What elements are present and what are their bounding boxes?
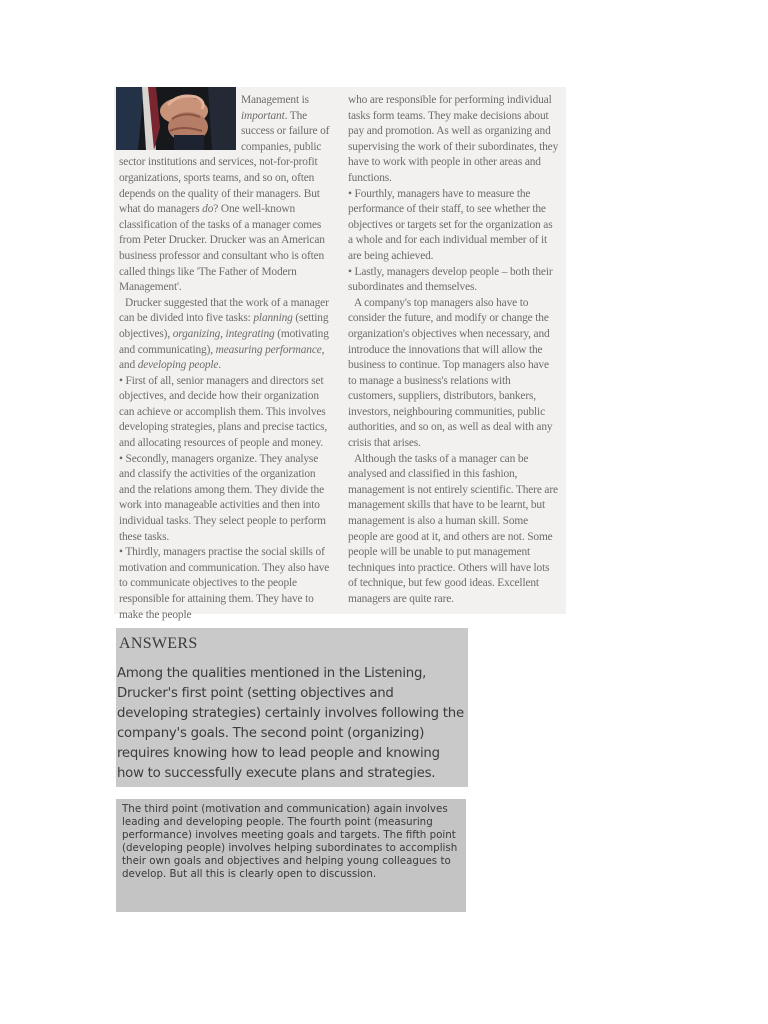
- article-text: (setting objectives),: [119, 312, 329, 340]
- article-paragraph: [119, 296, 333, 374]
- article-paragraph: [348, 93, 560, 187]
- article-paragraph: [119, 374, 333, 452]
- article-text: . The success or failure of companies, public sector institutions and services, not-for-profit organizations, sports teams, and so on, often depends on the quality of their managers. But what do managers: [119, 109, 330, 216]
- article-italic-text: do: [202, 203, 214, 216]
- article-italic-text: planning: [253, 312, 293, 325]
- answers-title: ANSWERS: [119, 635, 198, 652]
- article-text: , and: [119, 343, 325, 372]
- article-text: • Fourthly, managers have to measure the performance of their staff, to see whether the objectives or targets set for the organization as a whole and for each individual member of it are being achieved.: [348, 187, 553, 262]
- article-text: • First of all, senior managers and directors set objectives, and decide how their organization can achieve or accomplish them. This involves developing strategies, plans and precise tactics, and allocating resources of people and money.: [119, 374, 328, 450]
- article-paragraph: [348, 265, 560, 296]
- article-italic-text: organizing, integrating: [172, 327, 275, 340]
- article-text: Management is: [241, 94, 309, 106]
- article-italic-text: developing people: [137, 359, 219, 372]
- article-text: (motivating and communicating),: [119, 327, 329, 356]
- article-text: Although the tasks of a manager can be analysed and classified in this fashion, management is not entirely scientific. There are management skills that have to be learnt, but management is also a human skill. Some people are good at it, and others are not. Some people will be unable to put management techniques into practice. Others will have lots of technique, but few good ideas. Excellent managers are quite rare.: [348, 452, 558, 605]
- article-paragraph: [119, 545, 333, 623]
- article-text: • Lastly, managers develop people – both their subordinates and themselves.: [348, 265, 553, 294]
- answers-body-continued: The third point (motivation and communication) again involves leading and developing people. The fourth point (measuring performance) involves meeting goals and targets. The fifth point (developing people) involves helping subordinates to accomplish their own goals and objectives and helping young colleagues to develop. But all this is clearly open to discussion.: [122, 803, 458, 880]
- article-paragraph: [348, 452, 560, 608]
- article-paragraph: [348, 296, 560, 452]
- article-italic-text: measuring performance: [215, 343, 322, 356]
- article-text: .: [218, 359, 222, 372]
- photo-wrap-space: [119, 93, 241, 153]
- article-paragraph: [348, 187, 560, 265]
- article-text: • Secondly, managers organize. They analyse and classify the activities of the organization and the relations among them. They divide the work into manageable activities and then into individual tasks. They select people to perform these tasks.: [119, 452, 326, 543]
- article-paragraph: [119, 452, 333, 546]
- article-text: Drucker suggested that the work of a manager can be divided into five tasks:: [119, 296, 329, 325]
- article-column-right: [348, 93, 560, 608]
- article-italic-text: important: [241, 109, 285, 122]
- article-text: • Thirdly, managers practise the social skills of motivation and communication. They also have to communicate objectives to the people responsible for attaining them. They have to make the people: [119, 546, 330, 621]
- article-text: who are responsible for performing individual tasks form teams. They make decisions about pay and promotion. As well as organizing and supervising the work of their subordinates, they have to work with people in other areas and functions.: [348, 94, 559, 184]
- article-text: A company's top managers also have to consider the future, and modify or change the organization's objectives when necessary, and introduce the innovations that will allow the business to continue. Top managers also have to manage a business's relations with customers, suppliers, distributors, bankers, investors, neighbouring communities, public authorities, and so on, as well as deal with any crisis that arises.: [348, 296, 553, 450]
- article-column-left: [119, 93, 333, 623]
- article-text: ? One well-known classification of the tasks of a manager comes from Peter Drucker. Drucker was an American business professor and consultant who is often called things like 'The Father of Modern Management'.: [119, 203, 325, 294]
- answers-body: Among the qualities mentioned in the Listening, Drucker's first point (setting objectives and developing strategies) certainly involves following the company's goals. The second point (organizing) requires knowing how to lead people and knowing how to successfully execute plans and strategies.: [117, 666, 464, 781]
